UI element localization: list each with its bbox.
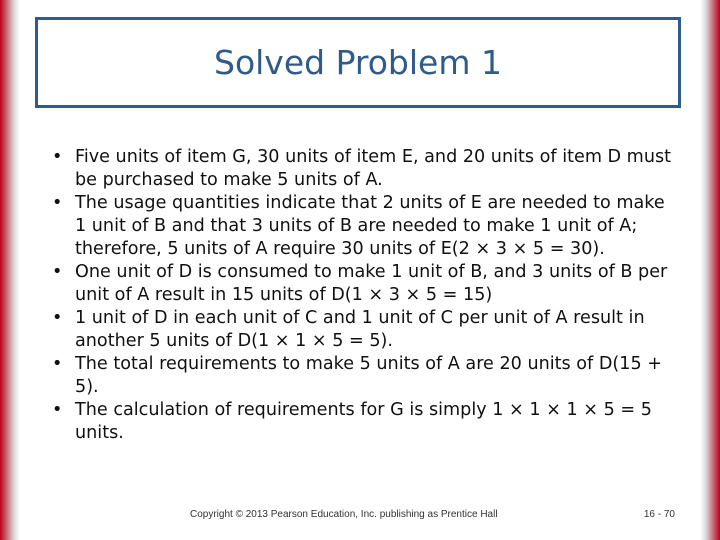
bullet-marker: • bbox=[52, 354, 63, 374]
bullet-marker: • bbox=[52, 262, 63, 282]
bullet-item bbox=[52, 192, 672, 261]
bullet-marker: • bbox=[52, 193, 63, 213]
bullet-marker: • bbox=[52, 147, 63, 167]
bullet-text: The total requirements to make 5 units of A are 20 units of D(15 + 5). bbox=[75, 354, 662, 397]
bullet-text: One unit of D is consumed to make 1 unit of B, and 3 units of B per unit of A result in 15 units of D(1 × 3 × 5 = 15) bbox=[75, 262, 668, 305]
bullet-item bbox=[52, 307, 672, 353]
bullet-item bbox=[52, 261, 672, 307]
bullet-text: The usage quantities indicate that 2 units of E are needed to make 1 unit of B and that 3 units of B are needed to make 1 unit of A; therefore, 5 units of A require 30 units of E(2 × 3 × 5 = 30). bbox=[75, 193, 665, 259]
page-number: 16 - 70 bbox=[643, 509, 675, 520]
bullet-item bbox=[52, 146, 672, 192]
bullet-item bbox=[52, 353, 672, 399]
right-decorative-bar bbox=[700, 0, 720, 540]
slide-footer bbox=[0, 509, 720, 525]
bullet-item bbox=[52, 399, 672, 445]
copyright-notice: Copyright © 2013 Pearson Education, Inc. publishing as Prentice Hall bbox=[190, 509, 498, 520]
slide-title: Solved Problem 1 bbox=[214, 43, 502, 82]
left-decorative-bar bbox=[0, 0, 20, 540]
bullet-text: 1 unit of D in each unit of C and 1 unit of C per unit of A result in another 5 units of D(1 × 1 × 5 = 5). bbox=[75, 308, 645, 351]
bullet-text: The calculation of requirements for G is simply 1 × 1 × 1 × 5 = 5 units. bbox=[75, 400, 652, 443]
bullet-text: Five units of item G, 30 units of item E, and 20 units of item D must be purchased to make 5 units of A. bbox=[75, 147, 672, 190]
bullet-list bbox=[52, 146, 672, 445]
bullet-marker: • bbox=[52, 308, 63, 328]
title-box bbox=[35, 17, 681, 108]
bullet-marker: • bbox=[52, 400, 63, 420]
